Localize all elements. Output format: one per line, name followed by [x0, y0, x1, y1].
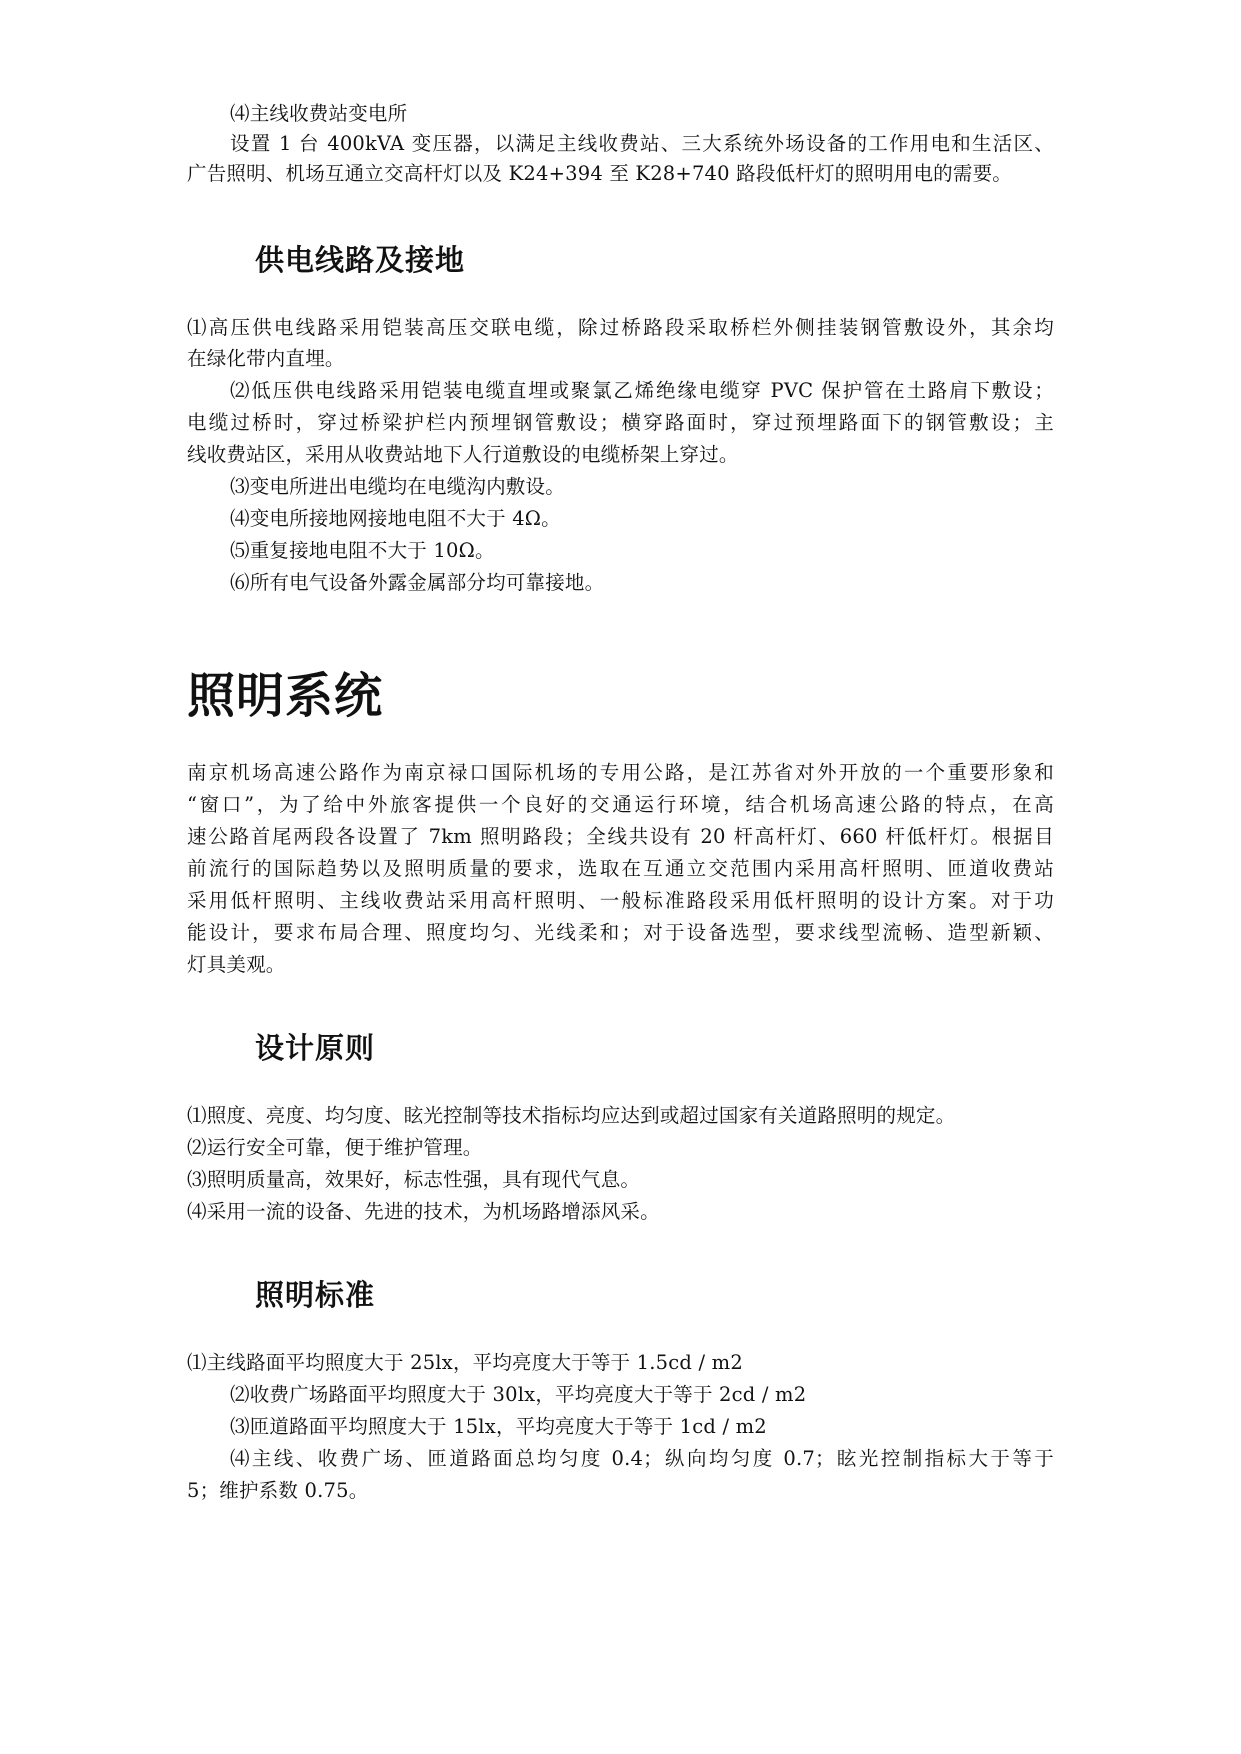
power-lines-p5: ⑸重复接地电阻不大于 10Ω。: [230, 539, 495, 562]
lighting-intro-line-2: “窗口”，为了给中外旅客提供一个良好的交通运行环境，结合机场高速公路的特点，在高: [187, 793, 1054, 816]
lighting-standard-3: ⑶匝道路面平均照度大于 15lx，平均亮度大于等于 1cd / m2: [230, 1415, 767, 1438]
power-lines-p2-line-1: ⑵低压供电线路采用铠装电缆直埋或聚氯乙烯绝缘电缆穿 PVC 保护管在土路肩下敷设；: [230, 379, 1054, 402]
lighting-intro-line-5: 采用低杆照明、主线收费站采用高杆照明、一般标准路段采用低杆照明的设计方案。对于功: [187, 889, 1054, 912]
lighting-standard-1: ⑴主线路面平均照度大于 25lx，平均亮度大于等于 1.5cd / m2: [187, 1351, 743, 1374]
lighting-intro-line-1: 南京机场高速公路作为南京禄口国际机场的专用公路，是江苏省对外开放的一个重要形象和: [187, 761, 1054, 784]
section-heading-power-lines: 供电线路及接地: [255, 243, 466, 277]
lighting-intro-line-4: 前流行的国际趋势以及照明质量的要求，选取在互通立交范围内采用高杆照明、匝道收费站: [187, 857, 1054, 880]
lighting-intro-line-3: 速公路首尾两段各设置了 7km 照明路段；全线共设有 20 杆高杆灯、660 杆低杆灯。根据目: [187, 825, 1054, 848]
lighting-intro-line-7: 灯具美观。: [187, 953, 286, 976]
lighting-intro-line-6: 能设计，要求布局合理、照度均匀、光线柔和；对于设备选型，要求线型流畅、造型新颖、: [187, 921, 1054, 944]
power-lines-p3: ⑶变电所进出电缆均在电缆沟内敷设。: [230, 475, 565, 498]
lighting-standard-4-line-2: 5；维护系数 0.75。: [187, 1479, 369, 1502]
lighting-standard-2: ⑵收费广场路面平均照度大于 30lx，平均亮度大于等于 2cd / m2: [230, 1383, 807, 1406]
design-principle-item: ⑶照明质量高，效果好，标志性强，具有现代气息。: [187, 1168, 641, 1191]
power-lines-p1-line-1: ⑴高压供电线路采用铠装高压交联电缆，除过桥路段采取桥栏外侧挂装钢管敷设外，其余均: [187, 316, 1054, 339]
power-lines-p1-line-2: 在绿化带内直埋。: [187, 347, 345, 370]
power-lines-p2-line-3: 线收费站区，采用从收费站地下人行道敷设的电缆桥架上穿过。: [187, 443, 739, 466]
section-title-lighting-system: 照明系统: [187, 668, 384, 724]
power-lines-p4: ⑷变电所接地网接地电阻不大于 4Ω。: [230, 507, 561, 530]
design-principle-item: ⑵运行安全可靠，便于维护管理。: [187, 1136, 483, 1159]
lighting-standard-4-line-1: ⑷主线、收费广场、匝道路面总均匀度 0.4；纵向均匀度 0.7；眩光控制指标大于等于: [230, 1447, 1054, 1470]
power-lines-p2-line-2: 电缆过桥时，穿过桥梁护栏内预埋钢管敷设；横穿路面时，穿过预埋路面下的钢管敷设；主: [187, 411, 1054, 434]
substation-item-4-line-2: 广告照明、机场互通立交高杆灯以及 K24+394 至 K28+740 路段低杆灯的照明用电的需要。: [187, 162, 1012, 185]
power-lines-p6: ⑹所有电气设备外露金属部分均可靠接地。: [230, 571, 605, 594]
substation-item-4-title: ⑷主线收费站变电所: [230, 102, 408, 125]
section-heading-design-principles: 设计原则: [255, 1031, 376, 1065]
design-principle-item: ⑴照度、亮度、均匀度、眩光控制等技术指标均应达到或超过国家有关道路照明的规定。: [187, 1104, 956, 1127]
substation-item-4-line-1: 设置 1 台 400kVA 变压器，以满足主线收费站、三大系统外场设备的工作用电和生活区、: [230, 132, 1054, 155]
section-heading-lighting-standards: 照明标准: [255, 1278, 376, 1312]
design-principle-item: ⑷采用一流的设备、先进的技术，为机场路增添风采。: [187, 1200, 660, 1223]
